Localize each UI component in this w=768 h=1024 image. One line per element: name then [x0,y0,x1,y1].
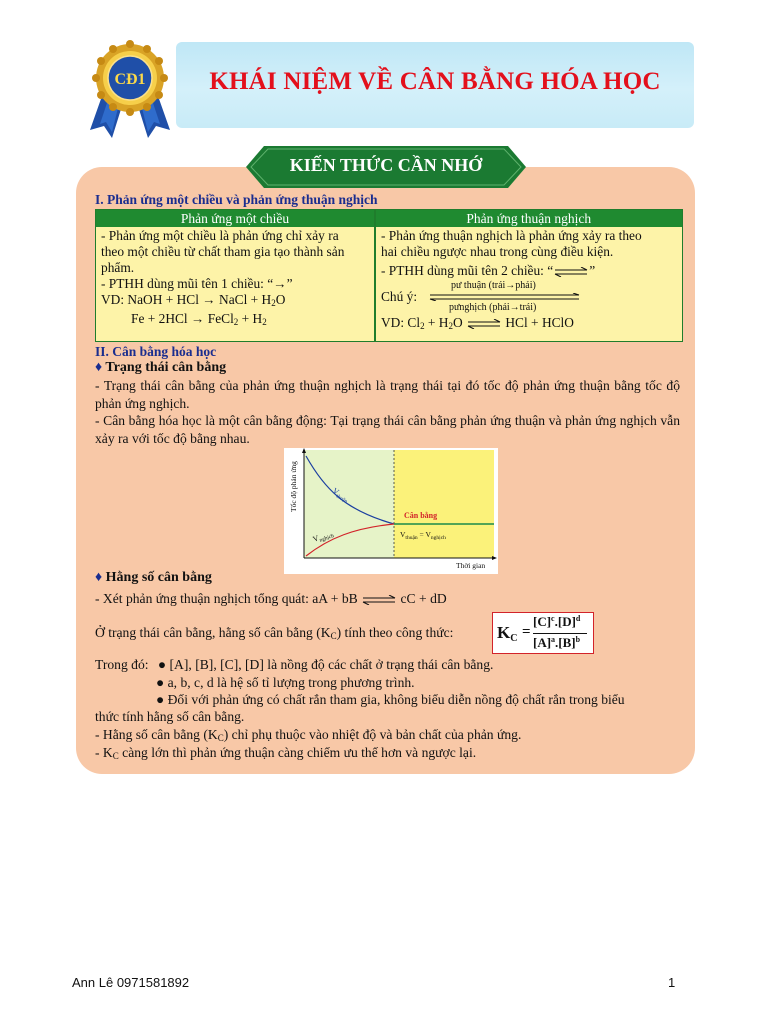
col2-example: VD: $Cl_2 + H_2O$ HCl + HClO [381,315,574,331]
chart-right-region [394,450,494,558]
kc-formula-box [492,612,594,654]
kc-definition-line: Ở trạng thái cân bằng, hằng số cân bằng $(K_C)$ tính theo công thức: [95,625,454,641]
diamond-icon: ♦ [95,570,103,585]
rate-time-chart [284,448,498,574]
col1-line: theo một chiều từ chất tham gia tạo thành sản [101,244,345,259]
x-axis-label: Thời gian [456,561,486,570]
col1-body [101,228,371,341]
kc-denominator: $[A]^a.[B]^b$ [533,635,581,650]
equilibrium-label: Cân bằng [404,511,438,520]
note-label: Chú ý: [381,289,418,304]
kc-magnitude-line: - $K_C$ càng lớn thì phản ứng thuận càng chiếm ưu thế hơn và ngược lại. [95,745,477,761]
forward-rate-label: $V_{thuận}$ [330,486,349,505]
col1-example-2: Fe + 2HCl → FeCl$_2$ + $H_2$ [131,311,267,327]
col1-line: - PTHH dùng mũi tên 1 chiều: “→” [101,276,293,291]
col1-line: phẩm. [101,260,135,275]
page-number: 1 [668,975,676,990]
paragraph-dynamic-equilibrium: - Cân bằng hóa học là một cân bằng động: Tại trạng thái cân bằng phản ứng thuận và phản ứng nghịch vẫn xảy ra với tốc độ bằng nhau. [95,413,680,446]
equilibrium-arrow-icon [553,267,589,277]
kc-fraction-bar [533,633,587,634]
section-2-heading: II. Cân bằng hóa học [95,344,217,359]
where-line-3: ● Đối với phản ứng có chất rắn tham gia, không biểu diễn nồng độ chất rắn trong biểu [156,692,625,707]
col2-line: - Phản ứng thuận nghịch là phản ứng xảy ra theo [381,228,642,243]
section-1-heading: I. Phản ứng một chiều và phản ứng thuận nghịch [95,192,378,207]
col2-note [381,279,679,315]
equilibrium-arrow-icon [361,595,397,605]
award-badge-icon [88,38,172,142]
bullet-equilibrium-constant: ♦ Hằng số cân bằng [95,570,212,585]
badge-text: CĐ1 [114,71,146,88]
diamond-icon: ♦ [95,360,103,375]
col1-example-1: VD: NaOH + HCl → NaCl + $H_2O$ [101,292,286,308]
footer-author: Ann Lê 0971581892 [72,975,190,990]
col1-header: Phản ứng một chiều [96,210,374,227]
where-line-1: Trong đó: ● [A], [B], [C], [D] là nồng độ các chất ở trạng thái cân bằng. [95,657,494,672]
reverse-rate-label: $V_{nghịch}$ [311,533,335,544]
equilibrium-arrow-icon [466,319,502,329]
y-axis-label: Tốc độ phản ứng [289,461,298,512]
page-title: KHÁI NIỆM VỀ CÂN BẰNG HÓA HỌC [209,68,661,95]
bullet-equilibrium-state: ♦ Trạng thái cân bằng [95,360,227,375]
kc-equals: = [522,624,531,640]
general-reaction-line: - Xét phản ứng thuận nghịch tổng quát: aA + bB cC + dD [95,591,447,606]
table-divider [374,210,376,341]
comparison-table [95,209,683,342]
col2-line: hai chiều ngược nhau trong cùng điều kiện. [381,244,614,259]
note-backward: pưnghịch (phải→trái) [449,302,537,313]
col2-header: Phản ứng thuận nghịch [376,210,683,227]
col2-body [381,228,679,341]
col1-line: - Phản ứng một chiều là phản ứng chỉ xảy ra [101,228,339,243]
equilibrium-expression: $V_{thuận} = V_{nghịch}$ [400,530,446,541]
col2-pthh-line: - PTHH dùng mũi tên 2 chiều: “ ” [381,263,596,278]
kc-numerator: $[C]^c.[D]^d$ [533,614,581,629]
ribbon-label: KIẾN THỨC CẦN NHỚ [289,155,483,175]
where-line-3-cont: thức tính hằng số cân bằng. [95,709,245,724]
note-forward: pư thuận (trái→phải) [451,280,536,291]
kc-symbol: KC [497,623,518,644]
paragraph-equilibrium-state: - Trạng thái cân bằng của phản ứng thuận nghịch là trạng thái tại đó tốc độ phản ứng thuận bằng tốc độ phản ứng nghịch. [95,378,680,411]
kc-dependency-line: - Hằng số cân bằng $(K_C)$ chỉ phụ thuộc vào nhiệt độ và bản chất của phản ứng. [95,727,522,743]
where-line-2: ● a, b, c, d là hệ số tỉ lượng trong phương trình. [156,675,415,690]
